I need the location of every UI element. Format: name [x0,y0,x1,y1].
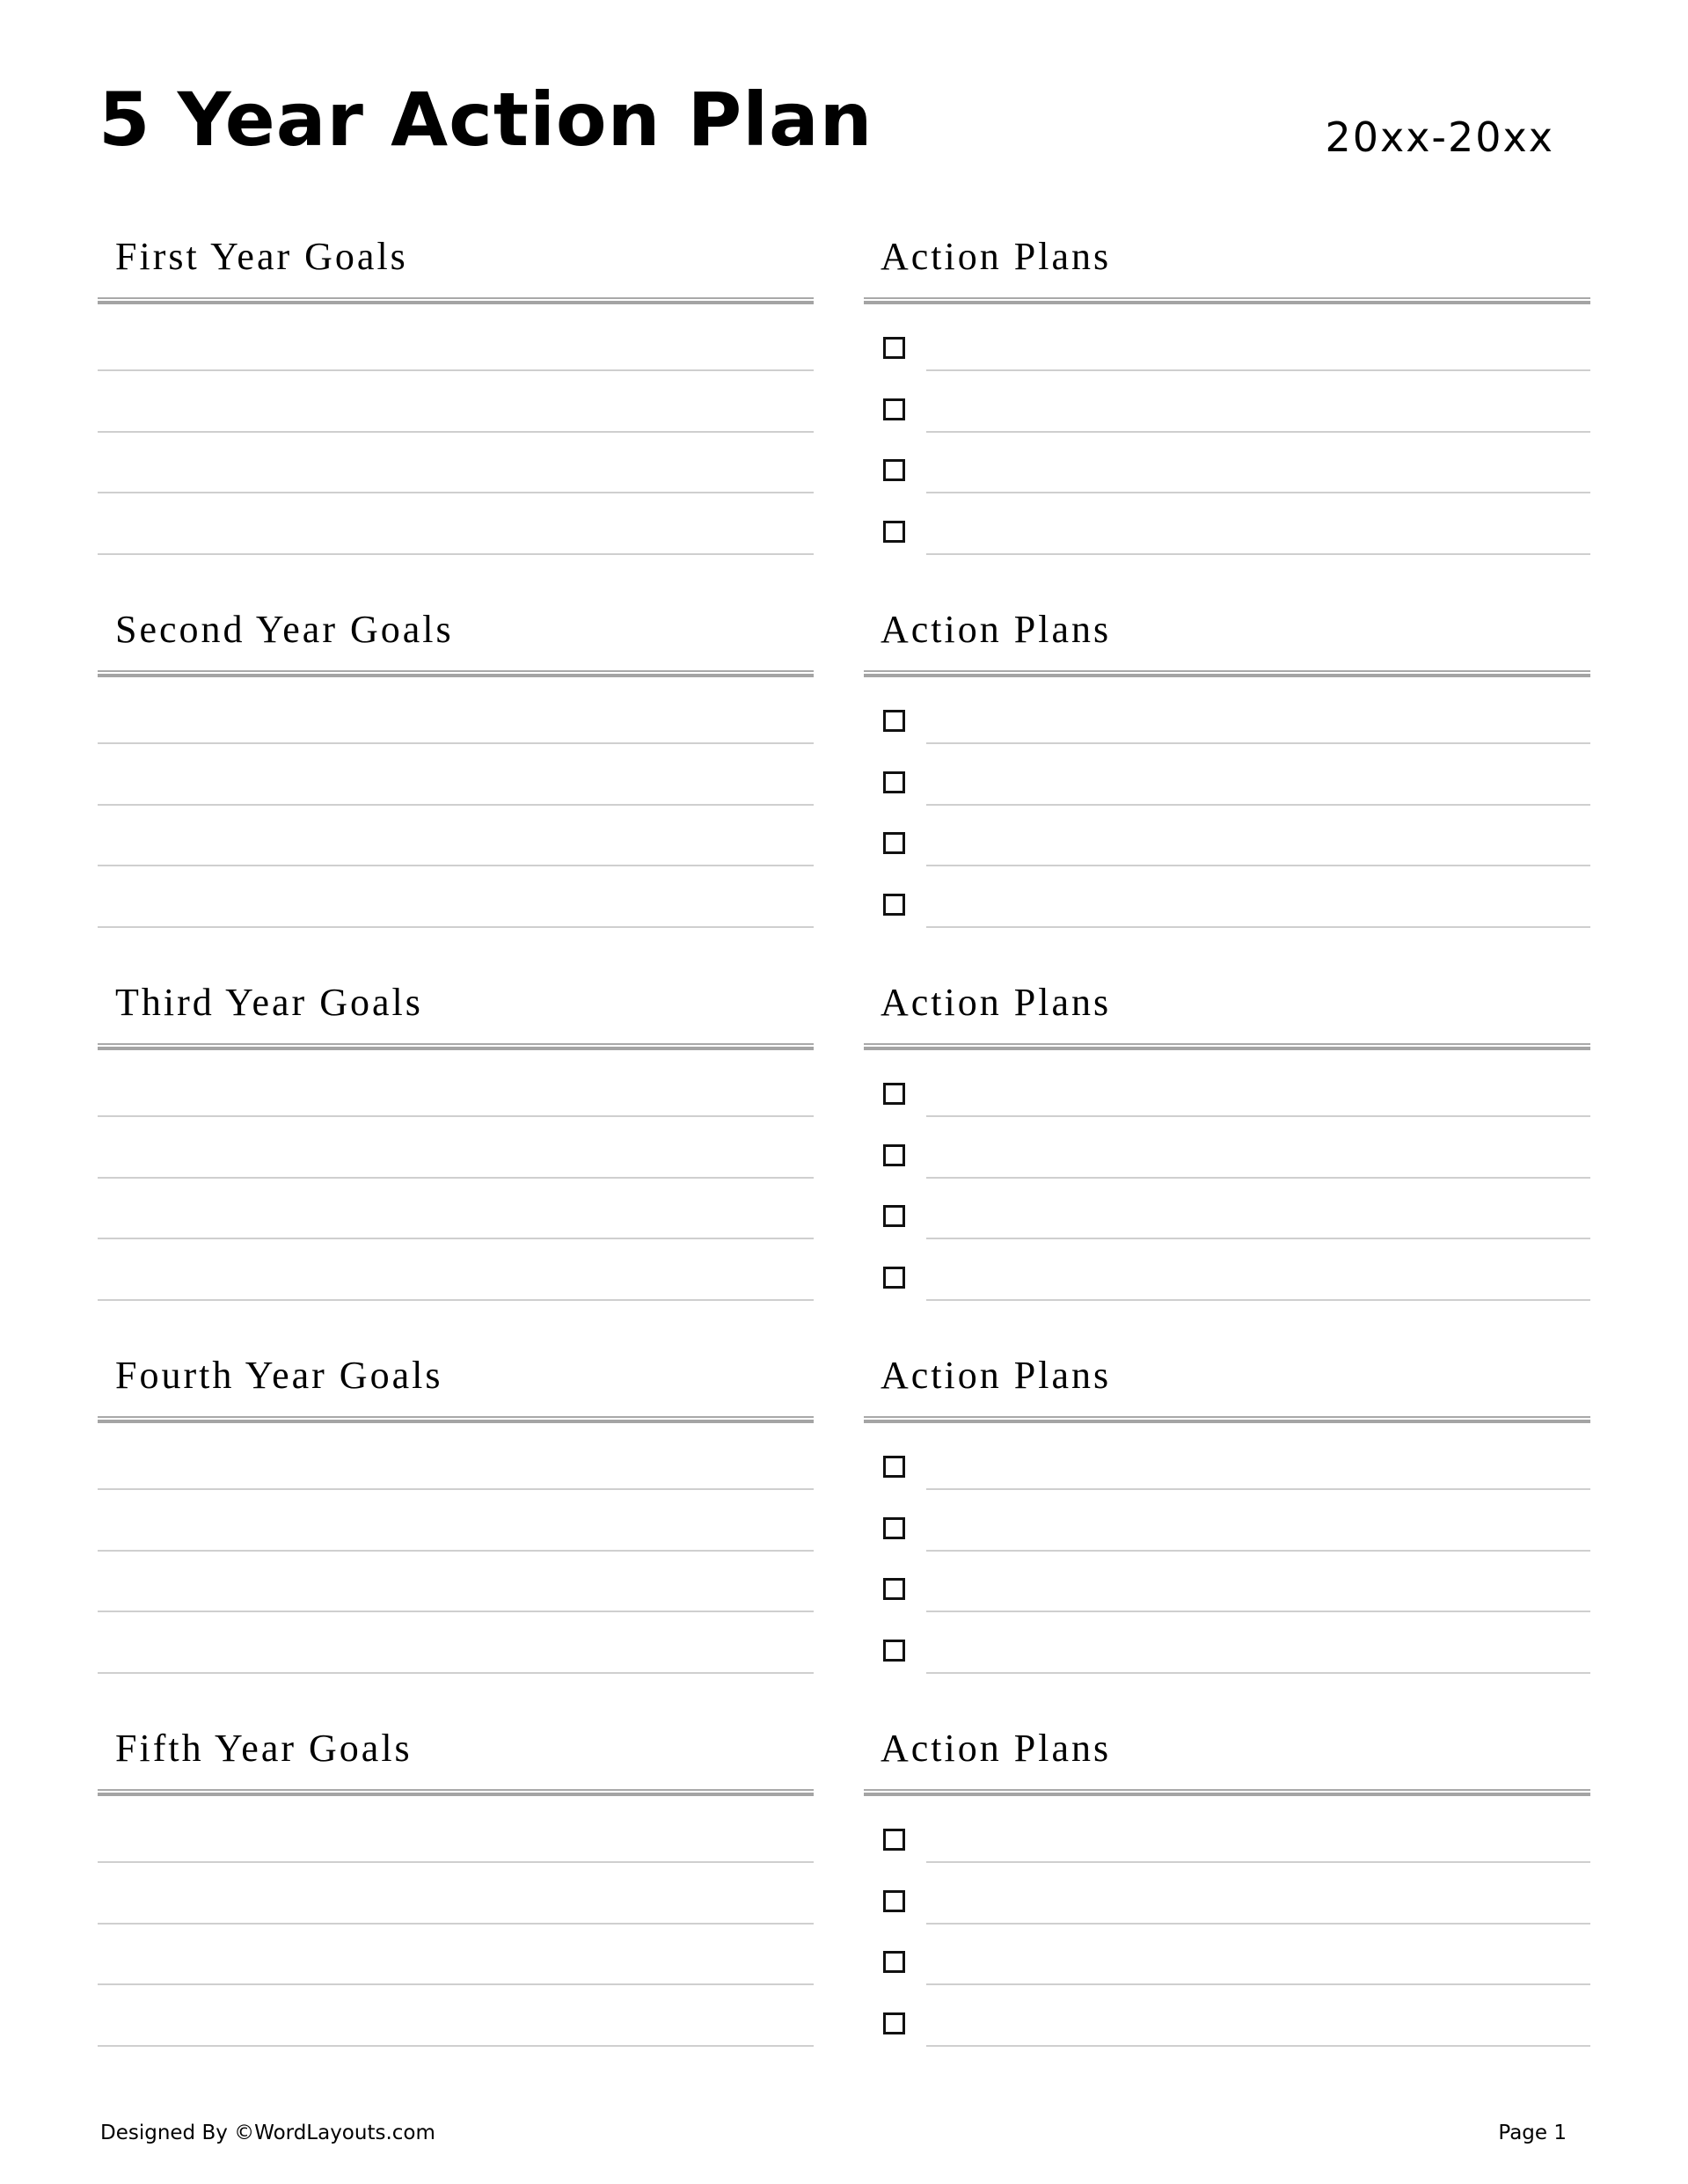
writing-line [98,1299,814,1301]
goal-line[interactable] [98,1491,814,1552]
action-item[interactable] [864,1429,1590,1490]
checkbox-icon[interactable] [883,2012,905,2034]
heading-double-rule [864,297,1590,305]
checkbox-icon[interactable] [883,1951,905,1973]
checkbox-icon[interactable] [883,771,905,793]
goal-line[interactable] [98,1056,814,1117]
goal-line[interactable] [98,1429,814,1490]
year-section [0,980,1688,1353]
action-item[interactable] [864,433,1590,493]
goal-line[interactable] [98,806,814,866]
action-plans-heading: Action Plans [881,981,1112,1024]
checkbox-icon[interactable] [883,1890,905,1912]
goal-line[interactable] [98,1179,814,1239]
writing-line [926,2045,1590,2047]
heading-double-rule [864,1789,1590,1797]
goal-line[interactable] [98,1613,814,1674]
goals-heading: First Year Goals [115,235,408,278]
checkbox-icon[interactable] [883,459,905,481]
checkbox-icon[interactable] [883,521,905,543]
action-item[interactable] [864,1925,1590,1985]
goals-heading: Second Year Goals [115,608,454,651]
writing-line [98,553,814,555]
writing-line [926,1299,1590,1301]
action-item[interactable] [864,310,1590,371]
goal-line[interactable] [98,1864,814,1925]
heading-double-rule [98,1416,814,1424]
year-section [0,1726,1688,2099]
checkbox-icon[interactable] [883,1144,905,1166]
writing-line [926,1672,1590,1674]
checkbox-icon[interactable] [883,1456,905,1478]
heading-double-rule [864,670,1590,678]
goal-line[interactable] [98,1240,814,1301]
goal-line[interactable] [98,433,814,493]
action-item[interactable] [864,1986,1590,2047]
goal-line[interactable] [98,1118,814,1179]
heading-double-rule [864,1043,1590,1051]
action-item[interactable] [864,1179,1590,1239]
goal-line[interactable] [98,494,814,555]
checkbox-icon[interactable] [883,398,905,420]
writing-line [926,553,1590,555]
heading-double-rule [864,1416,1590,1424]
goals-heading: Third Year Goals [115,981,423,1024]
writing-line [98,926,814,928]
heading-double-rule [98,297,814,305]
action-plans-heading: Action Plans [881,1727,1112,1770]
action-item[interactable] [864,683,1590,744]
checkbox-icon[interactable] [883,832,905,854]
goal-line[interactable] [98,745,814,806]
action-plans-heading: Action Plans [881,235,1112,278]
goal-line[interactable] [98,310,814,371]
action-item[interactable] [864,1491,1590,1552]
heading-double-rule [98,670,814,678]
checkbox-icon[interactable] [883,1267,905,1289]
footer-credit: Designed By ©WordLayouts.com [100,2122,435,2144]
checkbox-icon[interactable] [883,1083,905,1105]
action-item[interactable] [864,1552,1590,1612]
goal-line[interactable] [98,1552,814,1612]
writing-line [926,926,1590,928]
checkbox-icon[interactable] [883,1578,905,1600]
goal-line[interactable] [98,1925,814,1985]
goals-heading: Fifth Year Goals [115,1727,413,1770]
checkbox-icon[interactable] [883,337,905,359]
action-item[interactable] [864,1240,1590,1301]
action-item[interactable] [864,1802,1590,1863]
writing-line [98,1672,814,1674]
action-item[interactable] [864,494,1590,555]
checkbox-icon[interactable] [883,894,905,916]
checkbox-icon[interactable] [883,1205,905,1227]
page-title: 5 Year Action Plan [99,77,873,163]
action-plans-heading: Action Plans [881,1354,1112,1397]
action-item[interactable] [864,1613,1590,1674]
goal-line[interactable] [98,1986,814,2047]
checkbox-icon[interactable] [883,1517,905,1539]
action-plans-heading: Action Plans [881,608,1112,651]
action-item[interactable] [864,806,1590,866]
year-section [0,234,1688,607]
action-item[interactable] [864,1056,1590,1117]
goal-line[interactable] [98,683,814,744]
action-item[interactable] [864,745,1590,806]
checkbox-icon[interactable] [883,710,905,732]
goal-line[interactable] [98,372,814,433]
goal-line[interactable] [98,1802,814,1863]
checkbox-icon[interactable] [883,1829,905,1851]
year-section [0,1353,1688,1726]
heading-double-rule [98,1043,814,1051]
action-item[interactable] [864,1864,1590,1925]
goal-line[interactable] [98,867,814,928]
checkbox-icon[interactable] [883,1640,905,1662]
date-range: 20xx-20xx [1325,113,1554,161]
goals-heading: Fourth Year Goals [115,1354,443,1397]
action-item[interactable] [864,867,1590,928]
page-number: Page 1 [1498,2122,1567,2144]
heading-double-rule [98,1789,814,1797]
year-section [0,607,1688,980]
action-item[interactable] [864,372,1590,433]
writing-line [98,2045,814,2047]
action-item[interactable] [864,1118,1590,1179]
